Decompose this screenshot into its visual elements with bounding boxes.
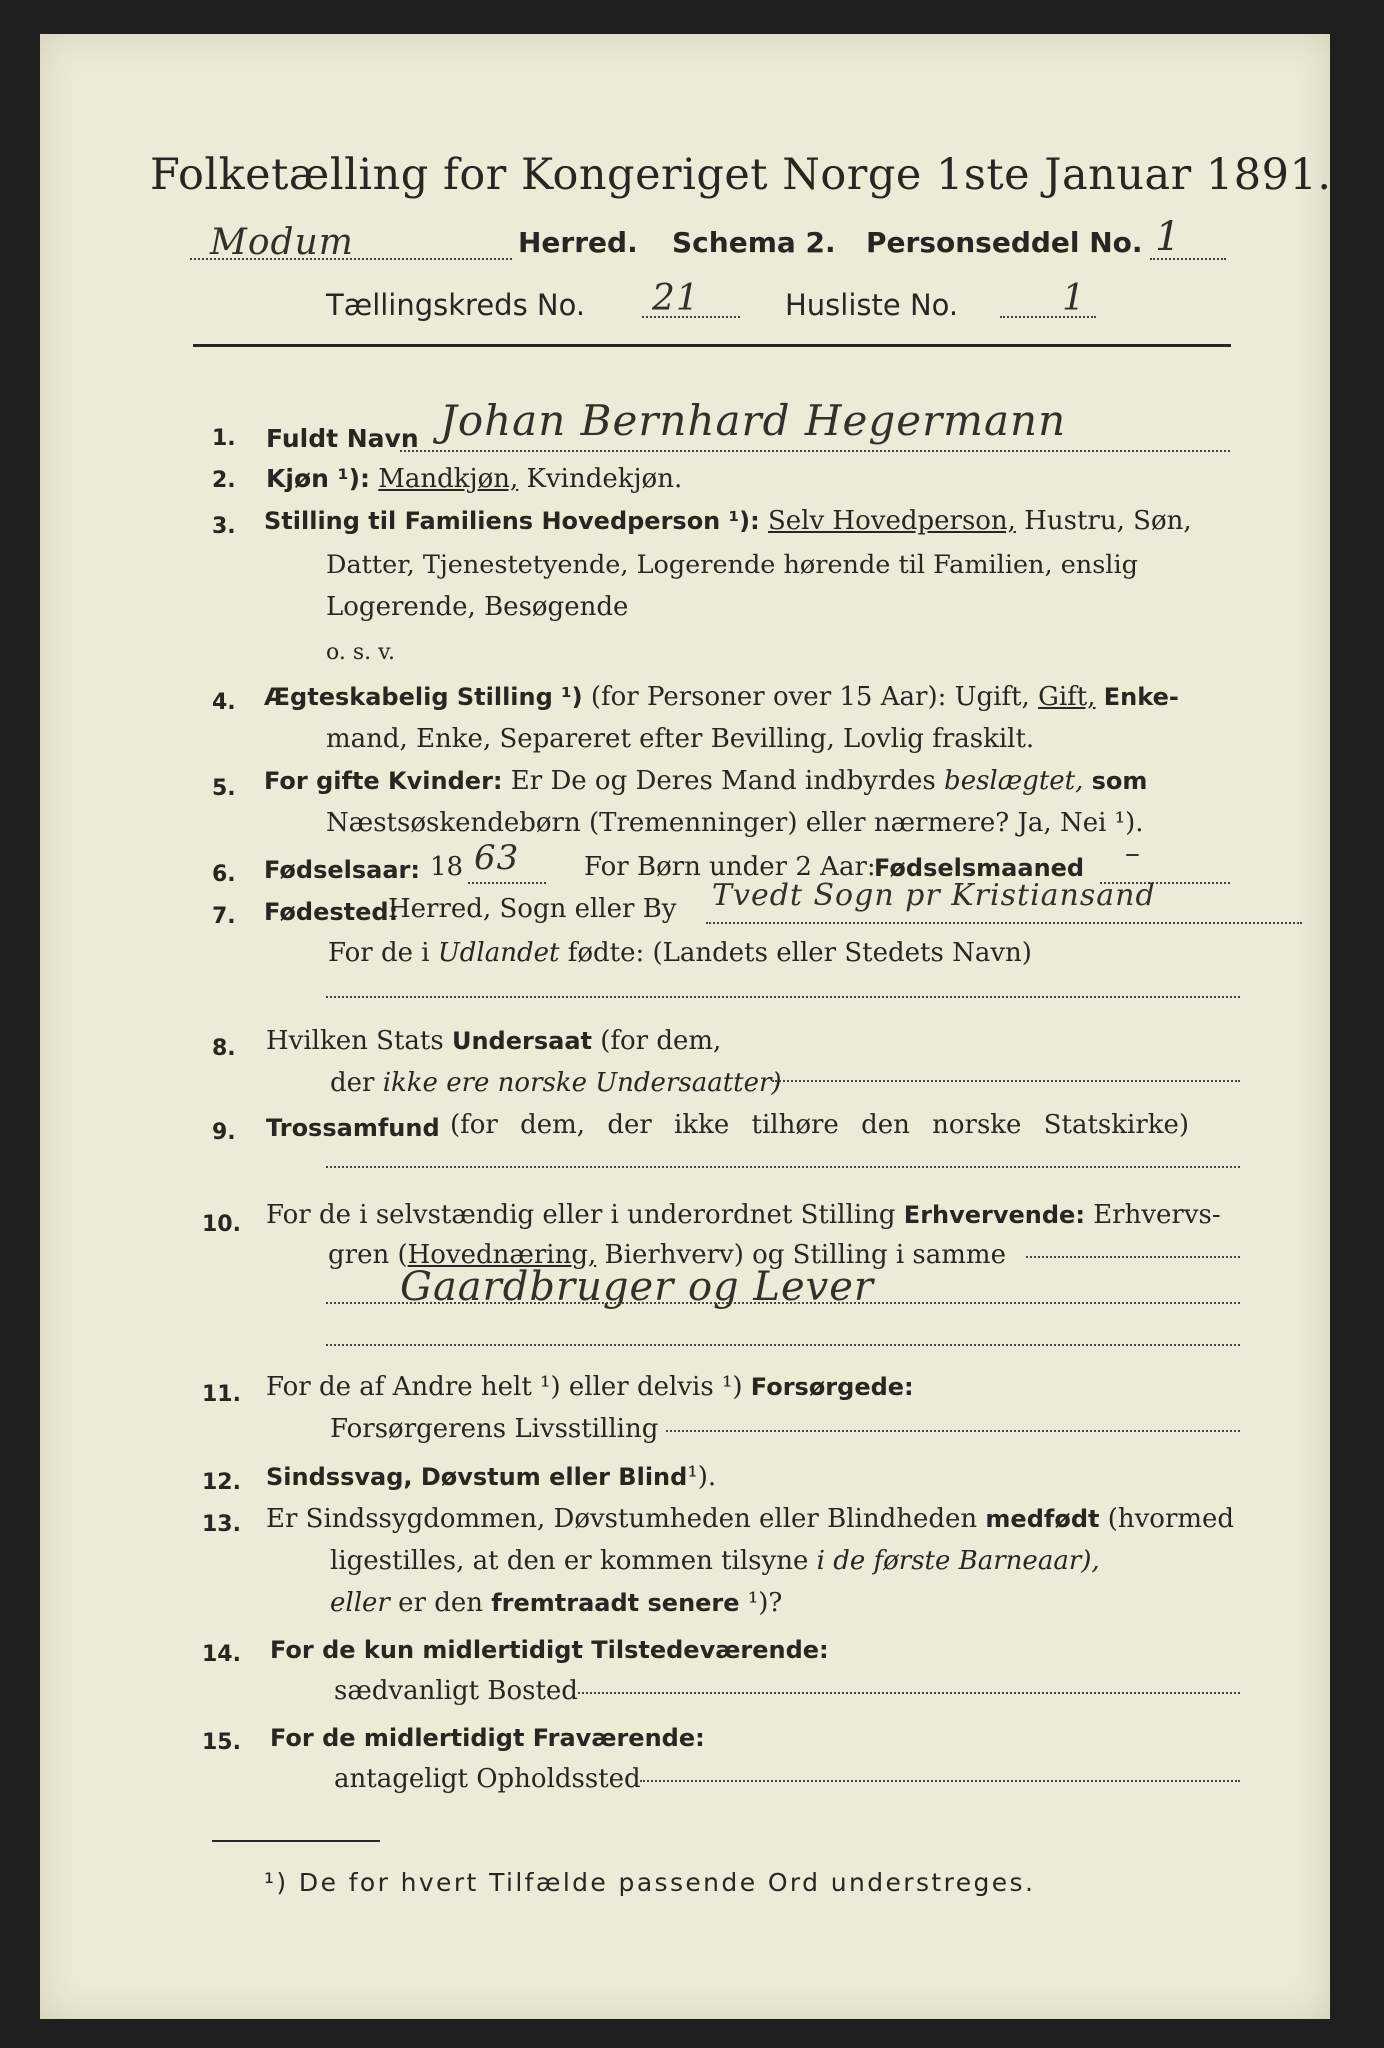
q14-line2: sædvanligt Bosted [334,1676,578,1706]
q15-label: For de midlertidigt Fraværende: [270,1724,705,1752]
footnote-rule [212,1840,380,1842]
q10-line2-a: gren ( [328,1240,408,1270]
q4-number: 4. [212,690,236,715]
q13-line3-italic: eller [330,1588,390,1618]
q3-label: Stilling til Familiens Hovedperson ¹): [264,507,760,535]
q5-line2: Næstsøskendebørn (Tremenninger) eller nærmere? Ja, Nei ¹). [326,808,1144,838]
herred-label: Herred. [518,226,638,259]
q3-line2: Datter, Tjenestetyende, Logerende hørende til Familien, enslig [326,550,1138,580]
q6-label: Fødselsaar: [264,856,420,884]
q6-birth-month: – [1125,836,1141,871]
husliste-label: Husliste No. [785,288,959,322]
q12-label: Sindssvag, Døvstum eller Blind [266,1463,688,1491]
q6-birth-year: 63 [474,838,520,878]
q14-label: For de kun midlertidigt Tilstedeværende: [270,1636,829,1664]
q10-number: 10. [202,1212,241,1237]
footnote: ¹) De for hvert Tilfælde passende Ord understreges. [264,1868,1036,1897]
kreds-label: Tællingskreds No. [326,288,586,322]
q2-option-female: Kvindekjøn. [526,464,683,494]
form-title: Folketælling for Kongeriget Norge 1ste Januar 1891. [150,150,1332,200]
q11-line2: Forsørgerens Livsstilling [330,1414,659,1444]
q13-line3-c: ¹)? [747,1588,783,1618]
q1-number: 1. [212,426,236,451]
q12-tail: ¹). [687,1462,717,1492]
q3-line4: o. s. v. [326,640,395,665]
q9-text: (for dem, der ikke tilhøre den norske Statskirke) [450,1110,1190,1140]
personseddel-value: 1 [1155,214,1182,260]
q7-line2-italic: Udlandet [437,938,560,968]
q10-text-end: Erhvervs- [1093,1200,1221,1230]
q6-number: 6. [212,862,236,887]
q4-label: Ægteskabelig Stilling ¹) [264,683,583,711]
q13-text: Er Sindssygdommen, Døvstumheden eller Blindheden [266,1504,978,1534]
q13-line2-italic: i de første Barneaar), [816,1546,1100,1576]
q3-option-selected: Selv Hovedperson, [767,506,1016,536]
q3-line3: Logerende, Besøgende [326,592,629,622]
q13-label: medfødt [985,1505,1100,1533]
q8-label: Undersaat [451,1027,592,1055]
q6-label2: Fødselsmaaned [874,854,1085,882]
q5-text: Er De og Deres Mand indbyrdes [510,766,936,796]
q7-line2-b: fødte: (Landets eller Stedets Navn) [567,938,1032,968]
q4-text: (for Personer over 15 Aar): Ugift, [590,682,1030,712]
q3-options-rest: Hustru, Søn, [1024,506,1192,536]
header-rule [193,344,1231,347]
q8-line2-italic: ikke ere norske Undersaatter) [382,1068,782,1098]
q1-label: Fuldt Navn [266,424,419,453]
q8-line2-a: der [330,1068,375,1098]
q2-number: 2. [212,468,236,493]
q7-text: Herred, Sogn eller By [388,894,677,924]
personseddel-label: Personseddel No. [866,226,1143,259]
q10-text: For de i selvstændig eller i underordnet Stilling [266,1200,896,1230]
q13-line3-bold: fremtraadt senere [491,1589,740,1617]
kreds-value: 21 [652,278,700,319]
q10-label: Erhvervende: [903,1201,1085,1229]
q10-line2-b: Bierhverv) og Stilling i samme [604,1240,1006,1270]
q2-label: Kjøn ¹): [266,464,370,493]
q10-line2-underlined: Hovednæring, [407,1240,597,1270]
q4-option-selected: Gift, [1038,682,1096,712]
q7-line2-a: For de i [328,938,430,968]
q8-text: (for dem, [600,1026,722,1056]
q11-number: 11. [202,1382,241,1407]
q7-number: 7. [212,904,236,929]
q4-line2: mand, Enke, Separeret efter Bevilling, Lovlig fraskilt. [326,724,1035,754]
q13-line2-a: ligestilles, at den er kommen tilsyne [330,1546,809,1576]
q12-number: 12. [202,1470,241,1495]
q5-number: 5. [212,776,236,801]
husliste-value: 1 [1062,278,1086,319]
q1-full-name: Johan Bernhard Hegermann [440,396,1067,445]
q10-occupation: Gaardbruger og Lever [400,1264,875,1310]
q8-number: 8. [212,1036,236,1061]
q6-text: For Børn under 2 Aar: [584,852,876,882]
q7-birthplace: Tvedt Sogn pr Kristiansand [712,878,1156,913]
q2-option-male: Mandkjøn, [378,464,519,494]
q5-text-italic: beslægtet, [944,766,1084,796]
q11-text: For de af Andre helt ¹) eller delvis ¹) [266,1372,743,1402]
q7-label: Fødested: [264,898,399,926]
schema-label: Schema 2. [672,226,836,259]
herred-value: Modum [210,222,354,263]
q13-line3-b: er den [398,1588,483,1618]
q4-text-end: Enke- [1103,683,1179,711]
q13-text-end: (hvormed [1107,1504,1235,1534]
q11-label: Forsørgede: [750,1373,914,1401]
q5-label: For gifte Kvinder: [264,767,503,795]
q15-line2: antageligt Opholdssted [334,1764,641,1794]
q3-number: 3. [212,514,236,539]
q14-number: 14. [202,1642,241,1667]
q15-number: 15. [202,1730,241,1755]
q9-label: Trossamfund [266,1114,440,1142]
q13-number: 13. [202,1512,241,1537]
q5-text-end: som [1091,767,1148,795]
q9-number: 9. [212,1120,236,1145]
q8-label-a: Hvilken Stats [266,1026,444,1056]
q6-year-prefix: 18 [430,852,464,882]
